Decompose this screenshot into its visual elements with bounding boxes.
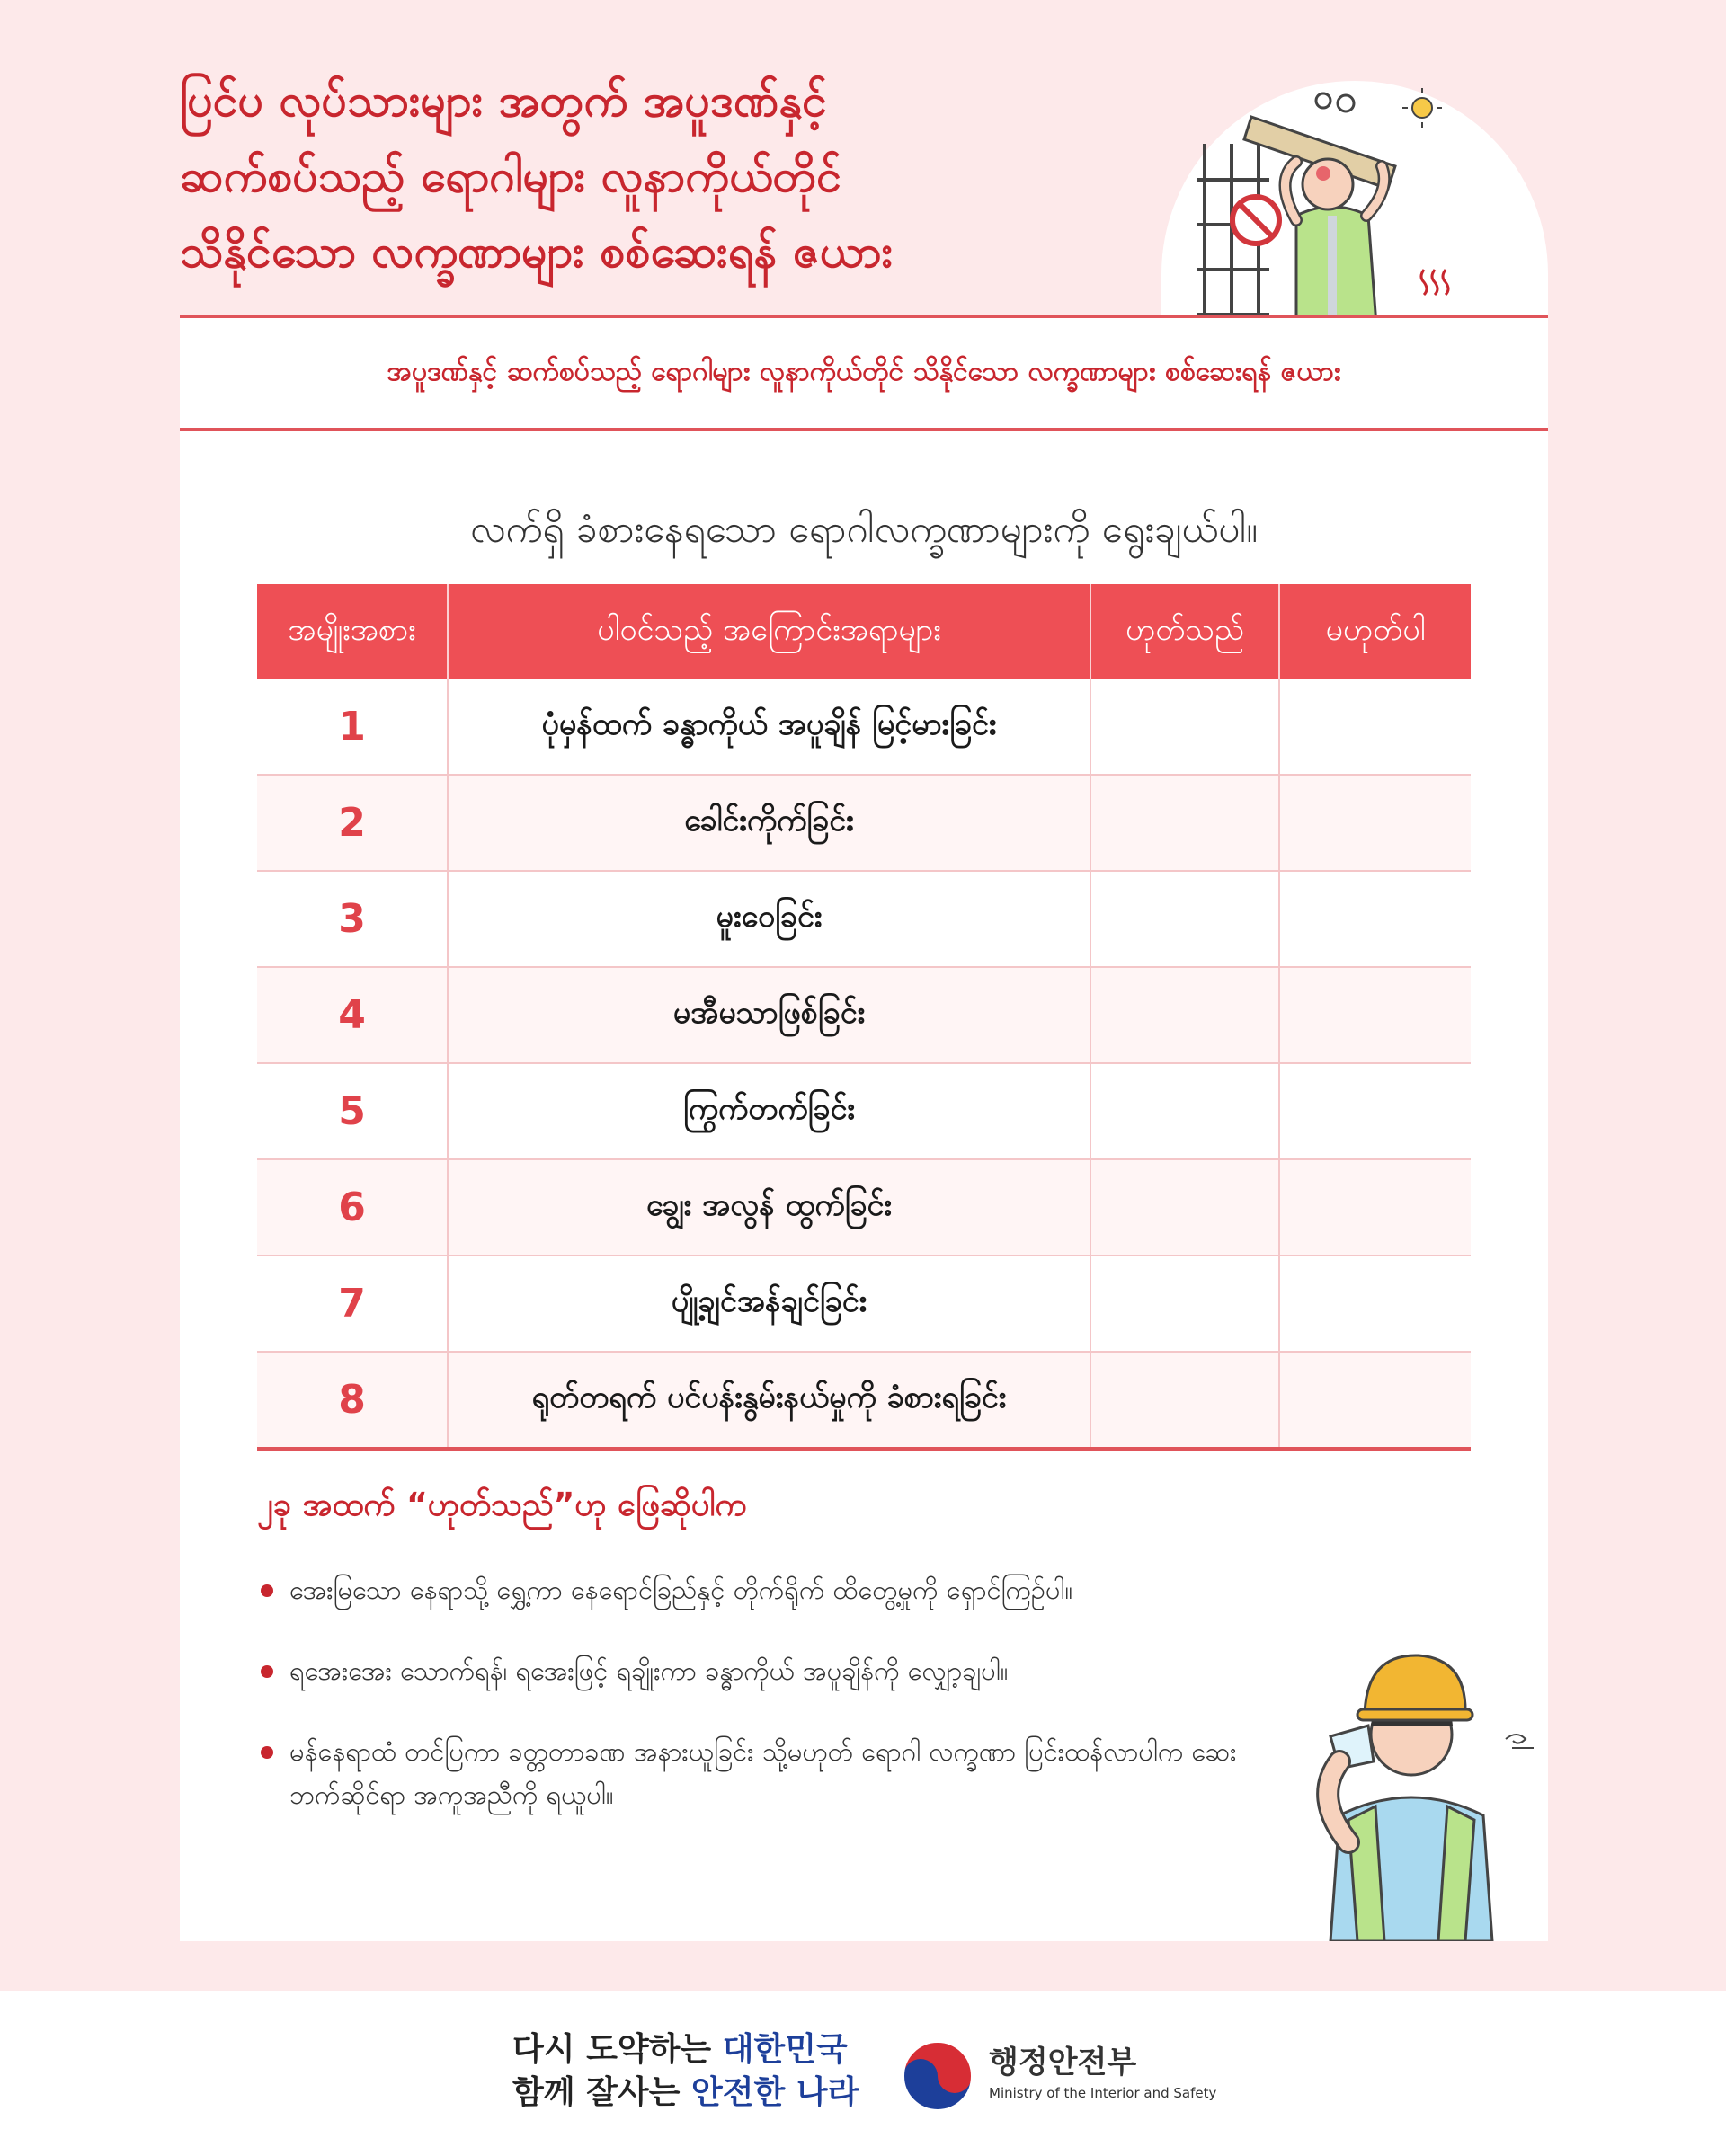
yes-checkbox-cell[interactable] [1090, 1159, 1279, 1255]
symptom-checklist-table [257, 584, 1471, 1451]
ministry-name-english: Ministry of the Interior and Safety [989, 2085, 1217, 2101]
row-number: 5 [257, 1063, 448, 1159]
advice-text: အေးမြသော နေရာသို့ ရွှေ့ကာ နေရောင်ခြည်နှင့် တိုက်ရိုက် ထိတွေ့မှုကို ရှောင်ကြဉ်ပါ။ [289, 1575, 1073, 1605]
symptom-text: ကြွက်တက်ခြင်း [448, 1063, 1090, 1159]
row-number: 4 [257, 967, 448, 1063]
no-checkbox-cell[interactable] [1279, 1255, 1471, 1352]
table-row [257, 679, 1471, 775]
table-row [257, 1159, 1471, 1255]
symptom-text: ခေါင်းကိုက်ခြင်း [448, 775, 1090, 871]
row-number: 6 [257, 1159, 448, 1255]
row-number: 3 [257, 871, 448, 967]
row-number: 8 [257, 1352, 448, 1449]
no-checkbox-cell[interactable] [1279, 871, 1471, 967]
yes-checkbox-cell[interactable] [1090, 1255, 1279, 1352]
symptom-text: မူးဝေခြင်း [448, 871, 1090, 967]
row-number: 2 [257, 775, 448, 871]
list-item [257, 1730, 1264, 1816]
title-line-1: ပြင်ပ လုပ်သားများ အတွက် အပူဒဏ်နှင့် [180, 75, 828, 127]
symptom-text: ပျို့ချင်အန်ချင်ခြင်း [448, 1255, 1090, 1352]
title-line-2: ဆက်စပ်သည့် ရောဂါများ လူနာကိုယ်တိုင် [180, 150, 841, 202]
bullet-icon [261, 1746, 273, 1759]
symptom-text: မအီမသာဖြစ်ခြင်း [448, 967, 1090, 1063]
table-row [257, 1063, 1471, 1159]
government-slogan [512, 2028, 859, 2115]
slogan-line-2-b: 안전한 나라 [690, 2074, 859, 2111]
symptom-text: ပုံမှန်ထက် ခန္ဓာကိုယ် အပူချိန် မြင့်မားခြင်း [448, 679, 1090, 775]
yes-checkbox-cell[interactable] [1090, 1063, 1279, 1159]
ministry-name-korean: 행정안전부 [989, 2045, 1137, 2081]
title-line-3: သိနိုင်သော လက္ခဏာများ စစ်ဆေးရန် ဇယား [180, 226, 894, 278]
no-checkbox-cell[interactable] [1279, 775, 1471, 871]
advice-text: မန်နေရာထံ တင်ပြကာ ခတ္တတာခဏ အနားယူခြင်း သို့မဟုတ် ရောဂါ လက္ခဏာ ပြင်းထန်လာပါက ဆေးဘက်ဆိုင်ရာ အကူအညီကို ရယူပါ။ [289, 1736, 1237, 1810]
no-checkbox-cell[interactable] [1279, 1352, 1471, 1449]
bullet-icon [261, 1584, 273, 1597]
advice-text: ရအေးအေး သောက်ရန်၊ ရအေးဖြင့် ရချိုးကာ ခန္ဓာကိုယ် အပူချိန်ကို လျှော့ချပါ။ [289, 1655, 1009, 1686]
yes-checkbox-cell[interactable] [1090, 679, 1279, 775]
row-number: 7 [257, 1255, 448, 1352]
yes-checkbox-cell[interactable] [1090, 967, 1279, 1063]
no-checkbox-cell[interactable] [1279, 1159, 1471, 1255]
table-header-row [257, 584, 1471, 679]
checklist-card [180, 315, 1548, 1941]
header-content: ပါဝင်သည့် အကြောင်းအရာများ [448, 584, 1090, 679]
yes-checkbox-cell[interactable] [1090, 871, 1279, 967]
no-checkbox-cell[interactable] [1279, 967, 1471, 1063]
slogan-line-1-b: 대한민국 [722, 2031, 848, 2068]
advice-list [257, 1568, 1264, 1854]
hero-illustration [1161, 81, 1548, 337]
table-row [257, 1352, 1471, 1449]
header-category: အမျိုးအစား [257, 584, 448, 679]
no-checkbox-cell[interactable] [1279, 679, 1471, 775]
bullet-icon [261, 1665, 273, 1678]
table-row [257, 1255, 1471, 1352]
hot-worker-illustration [1161, 81, 1548, 337]
table-row [257, 775, 1471, 871]
slogan-line-1-a: 다시 도약하는 [512, 2031, 723, 2068]
header-no: မဟုတ်ပါ [1279, 584, 1471, 679]
header-yes: ဟုတ်သည် [1090, 584, 1279, 679]
drinking-worker-illustration [1277, 1636, 1546, 1941]
symptom-text: ရုတ်တရက် ပင်ပန်းနွမ်းနယ်မှုကို ခံစားရခြင်း [448, 1352, 1090, 1449]
no-checkbox-cell[interactable] [1279, 1063, 1471, 1159]
row-number: 1 [257, 679, 448, 775]
list-item [257, 1649, 1264, 1692]
slogan-line-2-a: 함께 잘사는 [512, 2074, 691, 2111]
taegeuk-emblem-icon [902, 2040, 974, 2112]
checklist-banner: အပူဒဏ်နှင့် ဆက်စပ်သည့် ရောဂါများ လူနာကိုယ်တိုင် သိနိုင်သော လက္ခဏာများ စစ်ဆေးရန် ဇယား [180, 315, 1548, 431]
table-row [257, 871, 1471, 967]
advice-heading: ၂ခု အထက် “ဟုတ်သည်”ဟု ဖြေဆိုပါက [257, 1486, 747, 1523]
yes-checkbox-cell[interactable] [1090, 1352, 1279, 1449]
symptom-text: ချွေး အလွန် ထွက်ခြင်း [448, 1159, 1090, 1255]
list-item [257, 1568, 1264, 1611]
table-row [257, 967, 1471, 1063]
page-title [180, 63, 1133, 289]
instruction-text: လက်ရှိ ခံစားနေရသော ရောဂါလက္ခဏာများကို ရွေးချယ်ပါ။ [469, 507, 1259, 551]
yes-checkbox-cell[interactable] [1090, 775, 1279, 871]
footer [0, 1991, 1726, 2156]
